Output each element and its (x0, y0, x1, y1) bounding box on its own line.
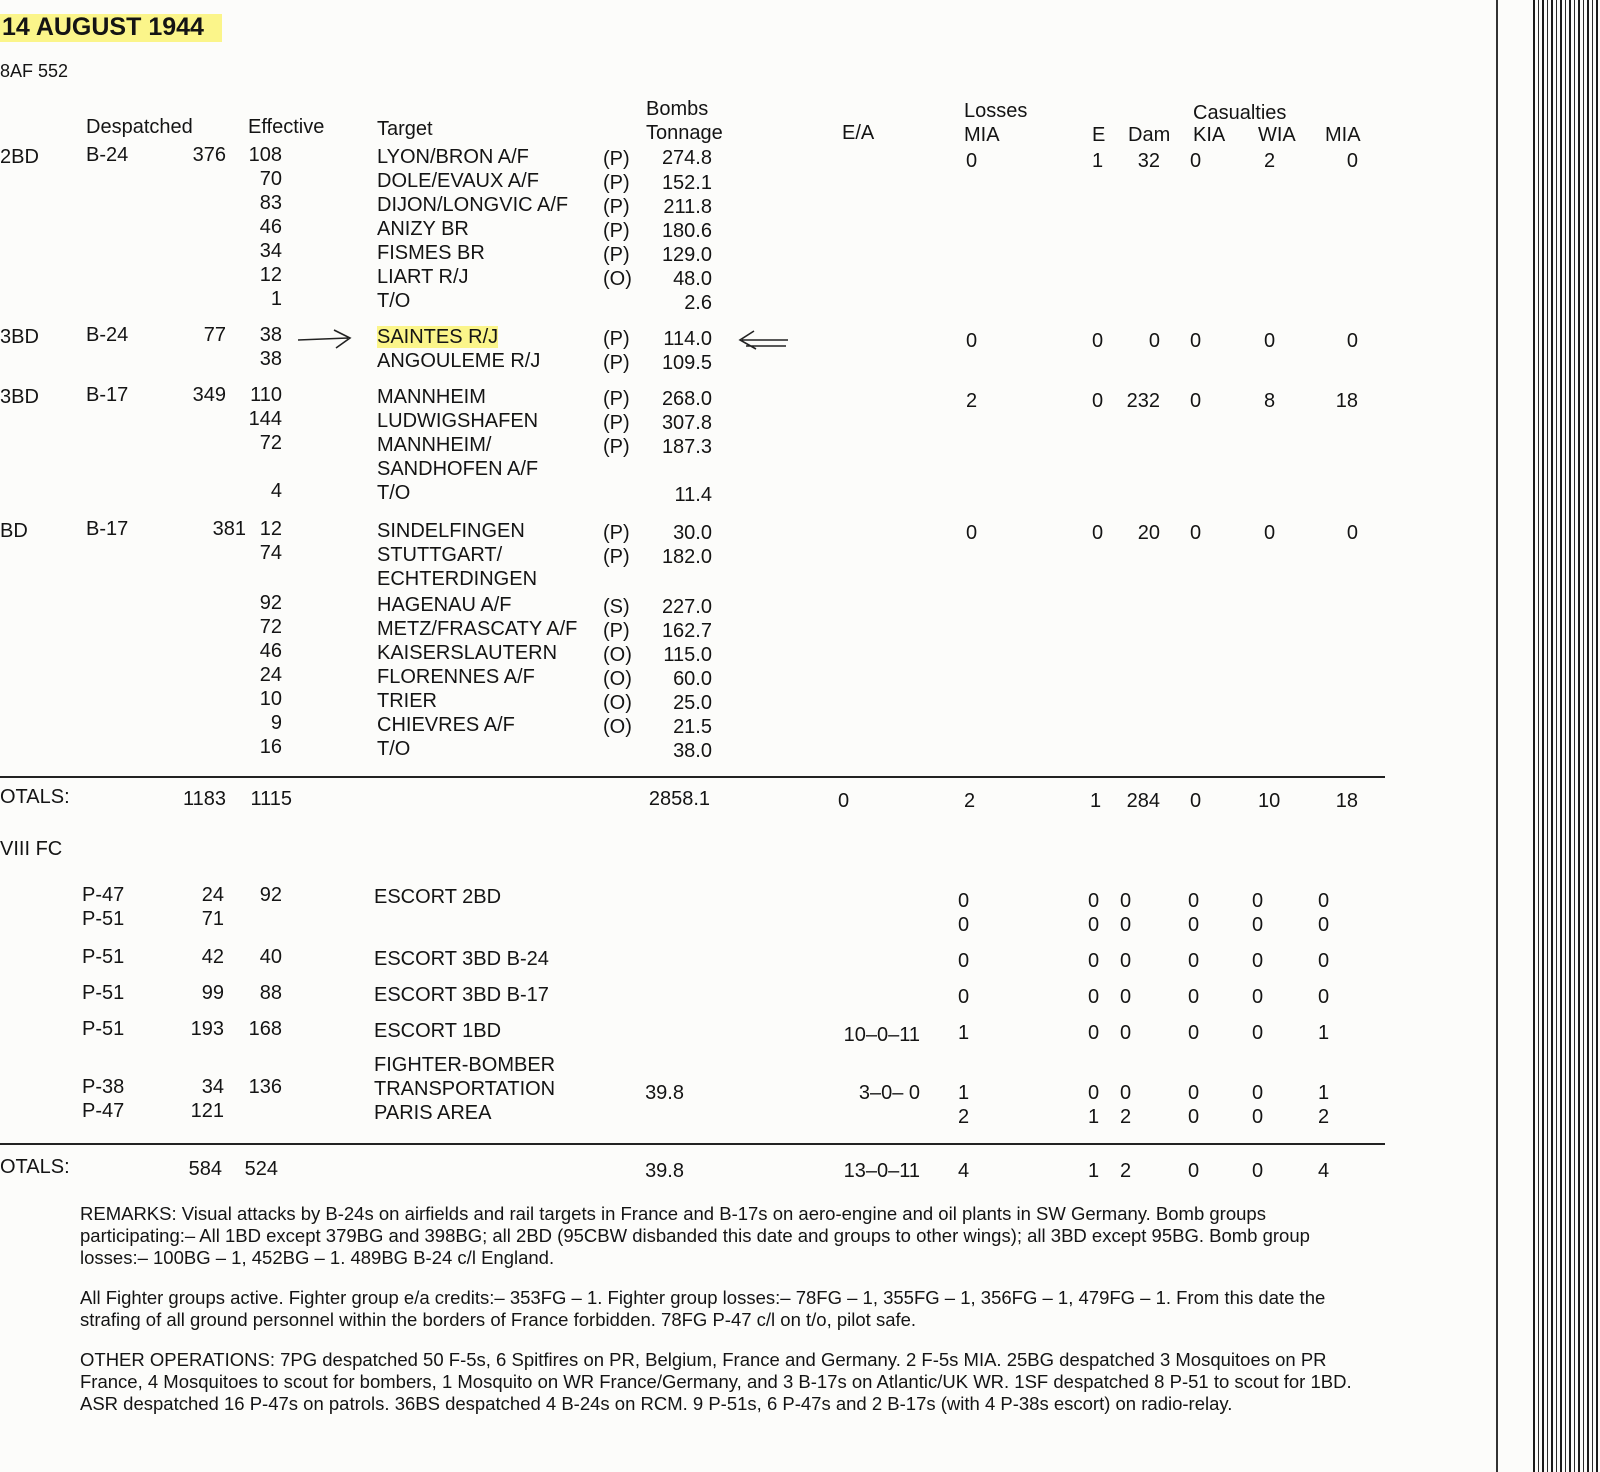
fighter-cas-kia: 0 (1188, 986, 1200, 1008)
handwritten-arrow-left-icon (736, 328, 792, 354)
cas-e: 0 (1092, 522, 1104, 544)
group-despatched: 349 (192, 384, 226, 406)
target-name: ANGOULEME R/J (377, 350, 541, 372)
target-tonnage: 2.6 (684, 292, 712, 314)
target-tonnage: 182.0 (661, 546, 712, 568)
target-effective: 12 (259, 264, 282, 286)
fighter-cas-wia: 0 (1252, 986, 1264, 1008)
group-unit: 3BD (0, 386, 39, 408)
fighter-cas-mia: 0 (1318, 986, 1330, 1008)
fighter-cas-kia: 0 (1188, 890, 1200, 912)
fighter-totals-tonnage: 39.8 (645, 1160, 684, 1182)
target-priority: (P) (603, 196, 630, 218)
fighter-cas-kia: 0 (1188, 1082, 1200, 1104)
target-priority: (O) (603, 644, 632, 666)
target-effective: 70 (259, 168, 282, 190)
target-effective: 74 (259, 542, 282, 564)
target-tonnage: 187.3 (661, 436, 712, 458)
fighter-loss-mia: 0 (958, 890, 970, 912)
fighter-totals-wia: 0 (1252, 1160, 1264, 1182)
fighter-cas-dam: 2 (1120, 1106, 1132, 1128)
source-reference: 8AF 552 (0, 61, 69, 81)
target-name: MANNHEIM (377, 386, 486, 408)
fighter-cas-e: 1 (1088, 1106, 1100, 1128)
fighter-totals-cas-mia: 4 (1318, 1160, 1330, 1182)
fighter-aircraft: P-38 (82, 1076, 125, 1098)
bomber-totals-rule (0, 776, 1385, 778)
target-priority: (P) (603, 522, 630, 544)
fighter-despatched: 34 (201, 1076, 224, 1098)
fighter-target: ESCORT 3BD B-17 (374, 984, 549, 1006)
fighter-aircraft: P-47 (82, 1100, 125, 1122)
cas-mia: 0 (1346, 150, 1358, 172)
fighter-target: ESCORT 3BD B-24 (374, 948, 549, 970)
fighter-loss-mia: 0 (958, 986, 970, 1008)
group-unit: 2BD (0, 146, 39, 168)
totals-cas-mia: 18 (1335, 790, 1358, 812)
handwritten-arrow-right-icon (296, 326, 358, 354)
cas-dam: 232 (1126, 390, 1160, 412)
totals-kia: 0 (1190, 790, 1202, 812)
totals-despatched: 1183 (182, 788, 226, 810)
target-name: LUDWIGSHAFEN (377, 410, 539, 432)
target-name: LYON/BRON A/F (377, 146, 529, 168)
target-tonnage: 21.5 (673, 716, 712, 738)
target-tonnage: 60.0 (673, 668, 712, 690)
fighter-tonnage: 39.8 (645, 1082, 684, 1104)
cas-wia: 8 (1264, 390, 1276, 412)
target-tonnage: 180.6 (661, 220, 712, 242)
target-tonnage: 152.1 (661, 172, 712, 194)
other-operations-paragraph: OTHER OPERATIONS: 7PG despatched 50 F-5s, 6 Spitfires on PR, Belgium, France and Germany. 2 F-5s MIA. 25BG despatched 3 Mosquitoes on PR France, 4 Mosquitoes to scout for bombers, 1 Mosquito on WR France/Germany, and 3 B-17s on Atlantic/UK WR. 1SF despatched 8 P-51 to scout for 1BD. ASR despatched 16 P-47s on patrols. 36BS despatched 4 B-24s on RCM. 9 P-51s, 6 P-47s and 2 B-17s (with 4 P-38s escort) on radio-relay. (80, 1349, 1352, 1414)
target-tonnage: 115.0 (663, 644, 712, 666)
target-priority: (P) (603, 148, 630, 170)
target-name: SINDELFINGEN (377, 520, 525, 542)
group-unit: BD (0, 520, 28, 542)
cas-kia: 0 (1190, 150, 1202, 172)
target-effective: 46 (259, 216, 282, 238)
col-header-despatched: Despatched (86, 116, 193, 138)
target-effective: 16 (259, 736, 282, 758)
fighter-aircraft: P-51 (82, 946, 125, 968)
target-priority: (P) (603, 244, 630, 266)
target-tonnage: 11.4 (674, 484, 712, 506)
target-effective: 12 (259, 518, 282, 540)
fighter-loss-mia: 1 (958, 1022, 970, 1044)
cas-dam: 20 (1137, 522, 1160, 544)
target-tonnage: 274.8 (661, 147, 712, 169)
fighter-effective: 168 (248, 1018, 282, 1040)
fighter-aircraft: P-51 (82, 1018, 125, 1040)
target-effective: 92 (259, 592, 282, 614)
target-priority: (P) (603, 388, 630, 410)
fighter-totals-rule (0, 1143, 1385, 1145)
target-priority: (P) (603, 352, 630, 374)
target-priority: (P) (603, 436, 630, 458)
fighter-totals-despatched: 584 (188, 1158, 222, 1180)
page-date-title: 14 AUGUST 1944 (0, 14, 222, 42)
remarks-paragraph: REMARKS: Visual attacks by B-24s on airfields and rail targets in France and B-17s on aero-engine and oil plants in SW Germany. Bomb groups participating:– All 1BD except 379BG and 398BG; all 2BD (95CBW disbanded this date and groups to other wings); all 3BD except 95BG. Bomb group losses:– 100BG – 1, 452BG – 1. 489BG B-24 c/l England. (80, 1203, 1310, 1268)
totals-tonnage: 2858.1 (648, 788, 710, 810)
cas-mia: 18 (1335, 390, 1358, 412)
col-header-casualties: Casualties (1193, 102, 1287, 124)
target-effective: 1 (270, 288, 282, 310)
totals-mia: 2 (964, 790, 976, 812)
fighter-cas-wia: 0 (1252, 1082, 1264, 1104)
totals-e: 1 (1090, 790, 1102, 812)
group-aircraft: B-24 (86, 324, 129, 346)
fighter-cas-e: 0 (1088, 986, 1100, 1008)
target-name: MANNHEIM/ (377, 434, 492, 456)
target-effective: 38 (259, 348, 282, 370)
fighter-aircraft: P-51 (82, 982, 125, 1004)
col-header-mia: MIA (1325, 124, 1361, 146)
target-tonnage: 30.0 (673, 522, 712, 544)
fighter-totals-mia: 4 (958, 1160, 970, 1182)
totals-dam: 284 (1126, 790, 1160, 812)
target-priority: (O) (603, 268, 632, 290)
target-tonnage: 109.5 (661, 352, 712, 374)
cas-mia: 0 (1346, 522, 1358, 544)
fighter-cas-e: 0 (1088, 950, 1100, 972)
target-name: FISMES BR (377, 242, 485, 264)
fighter-despatched: 71 (201, 908, 224, 930)
fighter-target: ESCORT 1BD (374, 1020, 502, 1042)
target-name: STUTTGART/ (377, 544, 503, 566)
fighter-cas-e: 0 (1088, 1022, 1100, 1044)
target-effective: 4 (270, 480, 282, 502)
cas-wia: 0 (1264, 330, 1276, 352)
group-aircraft: B-17 (86, 384, 129, 406)
fighter-cas-dam: 0 (1120, 1022, 1132, 1044)
target-name-cont: ECHTERDINGEN (377, 568, 538, 590)
binding-edge (1530, 0, 1600, 1472)
target-priority: (O) (603, 668, 632, 690)
target-priority: (P) (603, 172, 630, 194)
fighter-totals-effective: 524 (244, 1158, 278, 1180)
fighter-cas-dam: 0 (1120, 914, 1132, 936)
fighter-totals-e: 1 (1088, 1160, 1100, 1182)
fighter-cas-dam: 0 (1120, 986, 1132, 1008)
fighter-cas-e: 0 (1088, 914, 1100, 936)
cas-e: 0 (1092, 330, 1104, 352)
fighter-cas-wia: 0 (1252, 890, 1264, 912)
target-name-cont: SANDHOFEN A/F (377, 458, 539, 480)
fighter-remarks-paragraph: All Fighter groups active. Fighter group e/a credits:– 353FG – 1. Fighter group losses:– 78FG – 1, 355FG – 1, 356FG – 1, 479FG – 1. From this date the strafing of all ground personnel within the borders of France forbidden. 78FG P-47 c/l on t/o, pilot safe. (80, 1287, 1326, 1330)
fighter-cas-wia: 0 (1252, 1106, 1264, 1128)
fighter-despatched: 121 (190, 1100, 224, 1122)
fighter-target: TRANSPORTATION (374, 1078, 556, 1100)
target-effective: 110 (250, 384, 282, 406)
target-effective: 83 (259, 192, 282, 214)
col-header-kia: KIA (1193, 124, 1226, 146)
col-header-effective: Effective (248, 116, 325, 138)
fighter-ea: 3–0– 0 (858, 1082, 920, 1104)
target-effective: 72 (259, 616, 282, 638)
totals-label: OTALS: (0, 786, 70, 808)
group-unit: 3BD (0, 326, 39, 348)
group-aircraft: B-17 (86, 518, 129, 540)
target-effective: 108 (248, 144, 282, 166)
totals-wia: 10 (1258, 790, 1281, 812)
col-header-wia: WIA (1258, 124, 1296, 146)
target-effective: 10 (259, 688, 282, 710)
target-name: T/O (377, 738, 411, 760)
group-despatched: 376 (192, 144, 226, 166)
col-header-losses-mia: MIA (964, 124, 1000, 146)
fighter-target: FIGHTER-BOMBER (374, 1054, 556, 1076)
fighter-effective: 88 (259, 982, 282, 1004)
cas-e: 1 (1092, 150, 1104, 172)
fighter-cas-kia: 0 (1188, 914, 1200, 936)
fighter-target: ESCORT 2BD (374, 886, 502, 908)
target-effective: 9 (270, 712, 282, 734)
target-name: CHIEVRES A/F (377, 714, 515, 736)
cas-wia: 2 (1264, 150, 1276, 172)
fighter-cas-dam: 0 (1120, 890, 1132, 912)
cas-e: 0 (1092, 390, 1104, 412)
target-tonnage: 162.7 (661, 620, 712, 642)
target-tonnage: 48.0 (673, 268, 712, 290)
fighter-cas-kia: 0 (1188, 950, 1200, 972)
target-priority: (P) (603, 412, 630, 434)
target-effective: 72 (259, 432, 282, 454)
fighter-cas-mia: 0 (1318, 950, 1330, 972)
fighter-totals-kia: 0 (1188, 1160, 1200, 1182)
target-tonnage: 268.0 (661, 388, 712, 410)
target-effective: 34 (259, 240, 282, 262)
target-priority: (S) (603, 596, 630, 618)
fighter-ea: 10–0–11 (843, 1024, 920, 1046)
fighter-command-label: VIII FC (0, 838, 63, 860)
fighter-despatched: 193 (190, 1018, 224, 1040)
fighter-loss-mia: 0 (958, 950, 970, 972)
fighter-despatched: 42 (201, 946, 224, 968)
target-effective: 144 (248, 408, 282, 430)
target-effective: 46 (259, 640, 282, 662)
totals-effective: 1115 (250, 788, 292, 810)
fighter-aircraft: P-47 (82, 884, 125, 906)
fighter-despatched: 24 (201, 884, 224, 906)
col-header-dam: Dam (1128, 124, 1171, 146)
target-priority: (O) (603, 716, 632, 738)
cas-dam: 32 (1137, 150, 1160, 172)
fighter-cas-wia: 0 (1252, 1022, 1264, 1044)
target-effective: 38 (259, 324, 282, 346)
target-priority: (P) (603, 546, 630, 568)
target-tonnage: 38.0 (673, 740, 712, 762)
loss-mia: 0 (966, 522, 978, 544)
col-header-bombs: Bombs (646, 98, 709, 120)
target-priority: (O) (603, 692, 632, 714)
loss-mia: 0 (966, 330, 978, 352)
fighter-totals-dam: 2 (1120, 1160, 1132, 1182)
col-header-target: Target (377, 118, 433, 140)
target-name: T/O (377, 290, 411, 312)
fighter-cas-wia: 0 (1252, 950, 1264, 972)
fighter-cas-dam: 0 (1120, 950, 1132, 972)
target-tonnage: 211.8 (663, 196, 712, 218)
fighter-loss-mia: 2 (958, 1106, 970, 1128)
group-aircraft: B-24 (86, 144, 129, 166)
fighter-cas-mia: 1 (1318, 1082, 1330, 1104)
target-tonnage: 129.0 (661, 244, 712, 266)
target-name: FLORENNES A/F (377, 666, 535, 688)
target-priority: (P) (603, 220, 630, 242)
fighter-target: PARIS AREA (374, 1102, 492, 1124)
target-tonnage: 114.0 (663, 328, 712, 350)
target-tonnage: 307.8 (661, 412, 712, 434)
target-name: DIJON/LONGVIC A/F (377, 194, 569, 216)
cas-wia: 0 (1264, 522, 1276, 544)
target-name: TRIER (377, 690, 437, 712)
cas-mia: 0 (1346, 330, 1358, 352)
fighter-aircraft: P-51 (82, 908, 125, 930)
target-name: HAGENAU A/F (377, 594, 512, 616)
group-despatched: 381 (212, 518, 246, 540)
fighter-cas-dam: 0 (1120, 1082, 1132, 1104)
fighter-cas-mia: 0 (1318, 890, 1330, 912)
target-name: T/O (377, 482, 411, 504)
target-effective: 24 (259, 664, 282, 686)
target-name: LIART R/J (377, 266, 469, 288)
target-priority: (P) (603, 620, 630, 642)
fighter-cas-kia: 0 (1188, 1106, 1200, 1128)
col-header-e: E (1092, 124, 1106, 146)
cas-dam: 0 (1148, 330, 1160, 352)
fighter-loss-mia: 0 (958, 914, 970, 936)
col-header-tonnage: Tonnage (646, 122, 723, 144)
fighter-cas-kia: 0 (1188, 1022, 1200, 1044)
fighter-cas-e: 0 (1088, 890, 1100, 912)
cas-kia: 0 (1190, 522, 1202, 544)
target-tonnage: 25.0 (673, 692, 712, 714)
target-name: ANIZY BR (377, 218, 469, 240)
target-name: KAISERSLAUTERN (377, 642, 558, 664)
fighter-cas-wia: 0 (1252, 914, 1264, 936)
loss-mia: 0 (966, 150, 978, 172)
target-tonnage: 227.0 (661, 596, 712, 618)
fighter-cas-e: 0 (1088, 1082, 1100, 1104)
cas-kia: 0 (1190, 330, 1202, 352)
col-header-ea: E/A (842, 122, 875, 144)
fighter-effective: 92 (259, 884, 282, 906)
fighter-cas-mia: 0 (1318, 914, 1330, 936)
target-name: DOLE/EVAUX A/F (377, 170, 539, 192)
group-despatched: 77 (203, 324, 226, 346)
target-name: SAINTES R/J (377, 326, 499, 348)
cas-kia: 0 (1190, 390, 1202, 412)
fighter-totals-label: OTALS: (0, 1156, 70, 1178)
fighter-totals-ea: 13–0–11 (843, 1160, 920, 1182)
fighter-effective: 136 (248, 1076, 282, 1098)
fighter-loss-mia: 1 (958, 1082, 970, 1104)
target-priority: (P) (603, 328, 630, 350)
fighter-despatched: 99 (201, 982, 224, 1004)
target-name: METZ/FRASCATY A/F (377, 618, 578, 640)
fighter-cas-mia: 2 (1318, 1106, 1330, 1128)
fighter-effective: 40 (259, 946, 282, 968)
totals-ea: 0 (838, 790, 850, 812)
loss-mia: 2 (966, 390, 978, 412)
fighter-cas-mia: 1 (1318, 1022, 1330, 1044)
col-header-losses: Losses (964, 100, 1028, 122)
